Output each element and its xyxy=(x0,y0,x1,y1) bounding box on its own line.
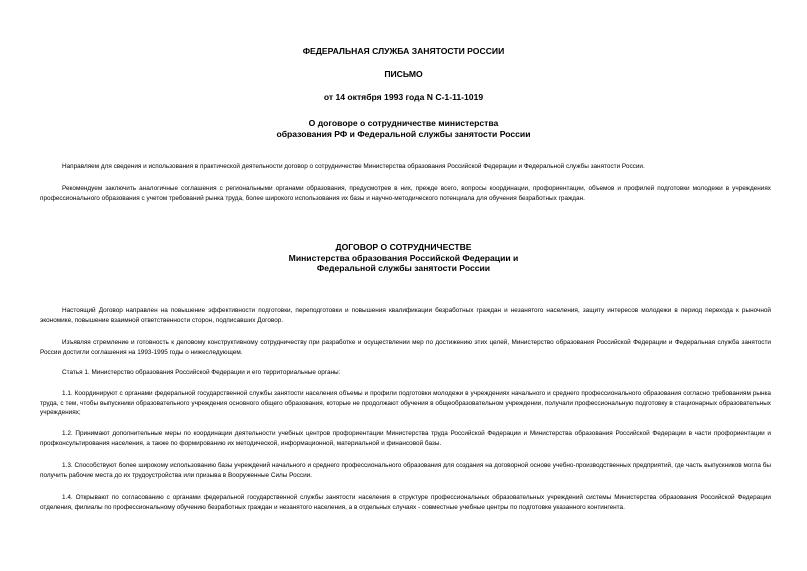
contract-paragraph: Настоящий Договор направлен на повышение эффективности подготовки, переподготовки и повышения квалификации безработных граждан и незанятого населения, защиту интересов молодежи в период перехода к рыночной экономике, повышение взаимной ответственности сторон, подписавших Договор. xyxy=(40,307,771,324)
document-type: ПИСЬМО xyxy=(384,69,423,79)
contract-clause: 1.2. Принимают дополнительные меры по координации деятельности учебных центров профориентации Министерства труда Российской Федерации и Министерства образования Российской Федерации в части профориентации и профконсультирования населения, а также по формированию их методической, информационной, материальной и финансовой базы. xyxy=(40,430,771,447)
letter-paragraph: Рекомендуем заключить аналогичные соглашения с региональными органами образования, предусмотрев в них, прежде всего, вопросы координации, профориентации, объемов и профилей подготовки молодежи в учреждениях профессионального образования с учетом требований рынка труда, более широкого использования их базы и научно-методического потенциала для обучения безработных граждан. xyxy=(40,185,771,202)
subject-line-2: образования РФ и Федеральной службы занятости России xyxy=(276,129,531,139)
contract-title-line-3: Федеральной службы занятости России xyxy=(316,263,491,273)
contract-article-heading: Статья 1. Министерство образования Российской Федерации и его территориальные органы: xyxy=(62,369,341,376)
letter-paragraph: Направляем для сведения и использования в практической деятельности договор о сотрудничестве Министерства образования Российской Федерации и Федеральной службы занятости России. xyxy=(62,163,645,170)
document-date-number: от 14 октября 1993 года N С-1-11-1019 xyxy=(323,92,484,102)
contract-clause: 1.4. Открывают по согласованию с органами федеральной государственной службы занятости населения в структуре профессиональных образовательных учреждений системы Министерства образования Российской Федерации отделения, филиалы по профессиональному обучению безработных граждан и незанятого населения, а в отдельных случаях - совместные учебные центры по подготовке указанного контингента. xyxy=(40,494,771,511)
contract-clause: 1.1. Координируют с органами федеральной государственной службы занятости населения объемы и профили подготовки молодежи в учреждениях начального и среднего профессионального образования согласно требованиям рынка труда, с тем, чтобы выпускники образовательного учреждения основного общего образования, которые не продолжают обучения в общеобразовательном учреждении, получали профессиональную подготовку в стационарных образовательных учреждениях; xyxy=(40,390,771,417)
contract-clause: 1.3. Способствуют более широкому использованию базы учреждений начального и среднего профессионального образования для создания на договорной основе учебно-производственных предприятий, где часть выпускников могла бы получить рабочие места до их трудоустройства или призыва в Вооруженные Силы России. xyxy=(40,462,771,479)
contract-title xyxy=(0,242,807,274)
issuing-agency: ФЕДЕРАЛЬНАЯ СЛУЖБА ЗАНЯТОСТИ РОССИИ xyxy=(302,46,505,56)
document-subject xyxy=(0,118,807,140)
contract-title-line-2: Министерства образования Российской Федерации и xyxy=(288,252,519,263)
subject-line-1: О договоре о сотрудничестве министерства xyxy=(308,118,499,128)
contract-title-line-1: ДОГОВОР О СОТРУДНИЧЕСТВЕ xyxy=(335,242,472,252)
contract-paragraph: Изъявляя стремление и готовность к деловому конструктивному сотрудничеству при разработке и осуществлении мер по достижению этих целей, Министерство образования Российской Федерации и Федеральная служба занятости России достигли соглашения на 1993-1995 годы о нижеследующем. xyxy=(40,339,771,356)
